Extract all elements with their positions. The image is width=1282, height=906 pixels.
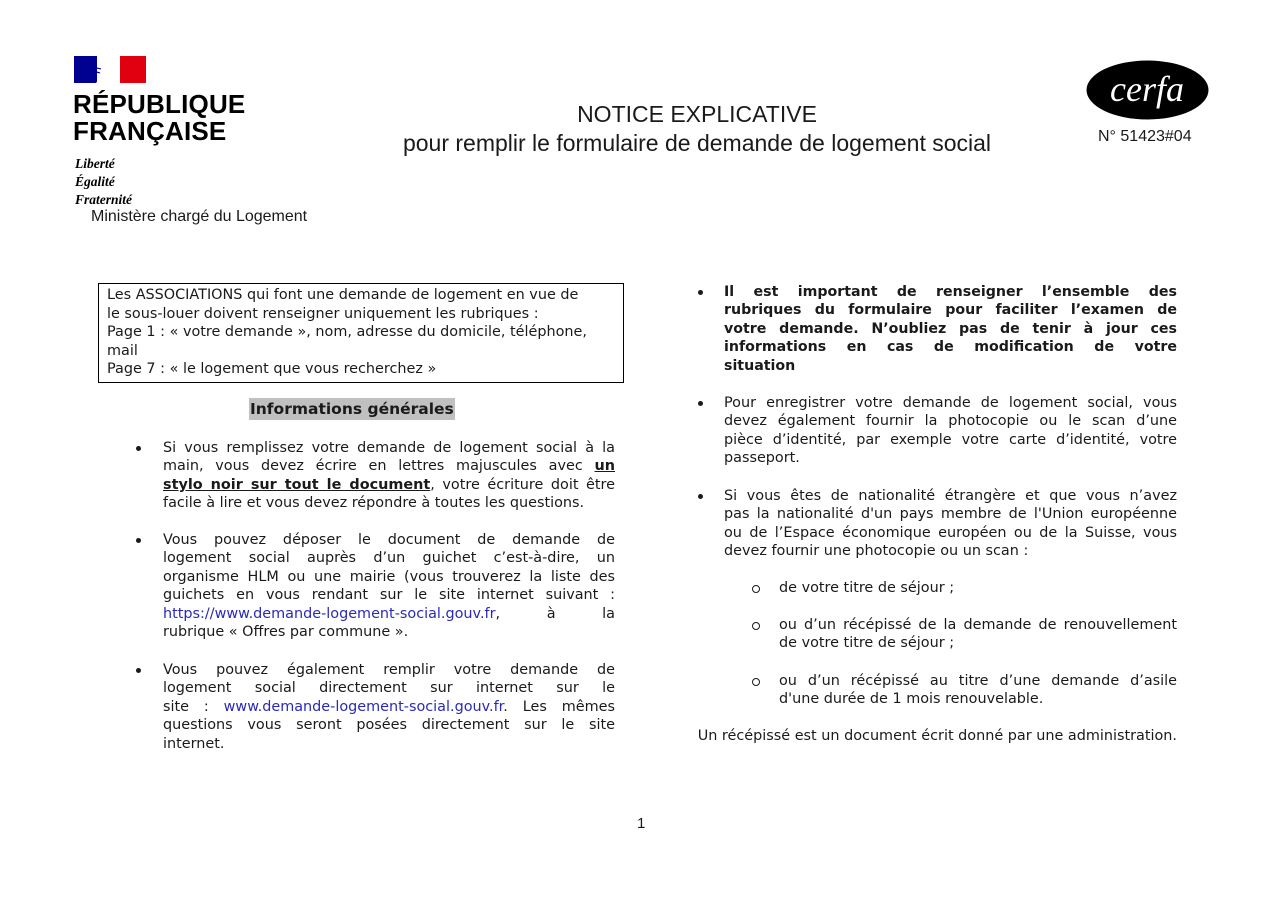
bullet-icon bbox=[136, 668, 141, 673]
paragraph-handwriting: Si vous remplissez votre demande de logement social à la main, vous devez écrire en lettres majuscules avec un stylo noir sur tout le document, votre écriture doit être facile à lire et vous devez répondre à toutes les questions. bbox=[163, 440, 616, 512]
sub-item-renouvellement: ou d’un récépissé de la demande de renouvellement de votre titre de séjour ; bbox=[779, 617, 1177, 652]
bullet-icon bbox=[698, 401, 703, 406]
paragraph-internet: Vous pouvez également remplir votre demande de logement social directement sur internet sur le site : www.demande-logement-social.gouv.fr. Les mêmes questions vous seront posées directement sur le site internet. bbox=[163, 662, 615, 752]
bullet-icon bbox=[698, 290, 703, 295]
svg-text:cerfa: cerfa bbox=[1110, 69, 1184, 109]
page-number: 1 bbox=[637, 815, 646, 832]
paragraph-guichet: Vous pouvez déposer le document de demande de logement social auprès d’un guichet c’est-à-dire, un organisme HLM ou une mairie (vous trouverez la liste des guichets en vous rendant sur le site internet suivant : https://www.demande-logement-social.gouv.fr, à la rubrique « Offres par commune ». bbox=[163, 532, 615, 640]
note-line: Page 1 : « votre demande », nom, adresse du domicile, téléphone, bbox=[107, 324, 587, 340]
marianne-icon bbox=[74, 56, 146, 83]
sub-item-asile: ou d’un récépissé au titre d’une demande d’asile d'une durée de 1 mois renouvelable. bbox=[779, 673, 1177, 708]
note-line: Les ASSOCIATIONS qui font une demande de logement en vue de bbox=[107, 287, 579, 303]
note-line: mail bbox=[107, 342, 138, 359]
motto: Liberté Égalité Fraternité bbox=[75, 156, 133, 207]
paragraph-identity: Pour enregistrer votre demande de logement social, vous devez également fournir la photocopie ou le scan d’une pièce d’identité, par exemple votre carte d’identité, votre passeport. bbox=[724, 395, 1177, 467]
page-title: NOTICE EXPLICATIVE bbox=[577, 101, 817, 127]
sub-bullet-icon bbox=[752, 622, 760, 630]
republique-francaise-label: RÉPUBLIQUE FRANÇAISE bbox=[73, 89, 246, 146]
note-line: le sous-louer doivent renseigner uniquement les rubriques : bbox=[107, 305, 539, 322]
section-title: Informations générales bbox=[250, 400, 454, 418]
note-line: Page 7 : « le logement que vous recherchez » bbox=[107, 361, 437, 377]
marianne-logo bbox=[74, 56, 146, 83]
bullet-icon bbox=[136, 446, 141, 451]
cerfa-number: N° 51423#04 bbox=[1098, 128, 1192, 145]
bullet-icon bbox=[136, 538, 141, 543]
sub-bullet-icon bbox=[752, 585, 760, 593]
recepisse-definition: Un récépissé est un document écrit donné par une administration. bbox=[697, 728, 1177, 744]
site-link[interactable]: https://www.demande-logement-social.gouv.fr bbox=[163, 605, 496, 622]
sub-bullet-icon bbox=[752, 678, 760, 686]
page-subtitle: pour remplir le formulaire de demande de logement social bbox=[402, 130, 992, 156]
site-link[interactable]: www.demande-logement-social.gouv.fr bbox=[223, 698, 504, 715]
associations-note-box bbox=[98, 283, 624, 383]
paragraph-important: Il est important de renseigner l’ensemble des rubriques du formulaire pour faciliter l’examen de votre demande. N’oubliez pas de tenir à jour ces informations en cas de modification de votre situation bbox=[724, 284, 1177, 374]
sub-item-titre: de votre titre de séjour ; bbox=[779, 580, 955, 596]
ministry-label: Ministère chargé du Logement bbox=[91, 208, 308, 225]
bullet-icon bbox=[698, 494, 703, 499]
paragraph-nationality: Si vous êtes de nationalité étrangère et que vous n’avez pas la nationalité d'un pays membre de l'Union européenne ou de l’Espace économique européen ou de la Suisse, vous devez fournir une photocopie ou un scan : bbox=[724, 488, 1177, 560]
cerfa-logo bbox=[1086, 60, 1209, 120]
